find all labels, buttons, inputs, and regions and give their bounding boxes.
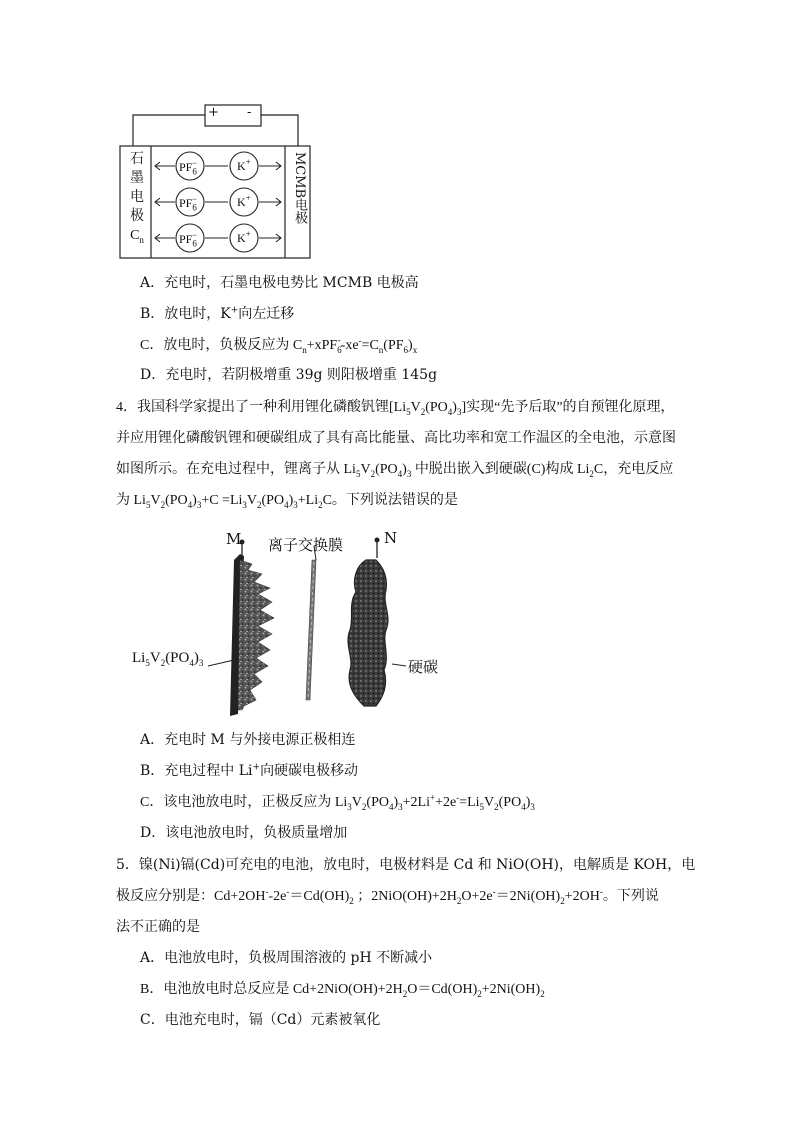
terminal-n-label: N bbox=[384, 529, 398, 547]
q4-option-d: D．该电池放电时，负极质量增加 bbox=[140, 825, 348, 841]
q4-line-2: 并应用锂化磷酸钒锂和硬碳组成了具有高比能量、高比功率和宽工作温区的全电池，示意图 bbox=[116, 430, 676, 446]
q5-line-2: 极反应分别是：$Cd+2OH^--2e^-=Cd(OH)_2$ ；$2NiO(OH)+2H_2O+2e^-=2Ni(OH)_2+2OH^-$。下列说 bbox=[116, 886, 659, 906]
cation-label: K+ bbox=[237, 157, 251, 173]
label-char: 墨 bbox=[130, 170, 144, 186]
anion-label: $PF_6^-$ bbox=[179, 194, 197, 213]
q4-line-3: 如图所示。在充电过程中，锂离子从 $Li_5V_2(PO_4)_3$ 中脱出嵌入到硬碳(C)构成 $Li_2C$，充电反应 bbox=[116, 462, 674, 479]
plus-sign: + bbox=[208, 105, 219, 120]
battery-diagram-2 bbox=[130, 530, 450, 720]
q5-line-1: 5．镍(Ni)镉(Cd)可充电的电池，放电时，电极材料是 Cd 和 NiO(OH)，电解质是 KOH，电 bbox=[116, 857, 696, 873]
battery-diagram-1 bbox=[118, 98, 314, 260]
graphite-symbol: $C_n$ bbox=[130, 228, 144, 245]
q3-option-d: D．充电时，若阴极增重 39g 则阳极增重 145g bbox=[140, 367, 438, 383]
q5-line-3: 法不正确的是 bbox=[116, 919, 200, 935]
hard-carbon-label: 硬碳 bbox=[408, 658, 439, 676]
li5v2po43-label: $Li_5V_2(PO_4)_3$ bbox=[132, 650, 204, 668]
q3-option-a: A．充电时，石墨电极电势比 MCMB 电极高 bbox=[140, 275, 419, 291]
q3-option-b: B．放电时，K+向左迁移 bbox=[140, 305, 295, 322]
q4-line-4: 为 $Li_5V_2(PO_4)_3+C =Li_3V_2(PO_4)_3+Li_2C$。下列说法错误的是 bbox=[116, 493, 458, 510]
q4-option-b: B．充电过程中 Li+向硬碳电极移动 bbox=[140, 762, 359, 779]
cation-label: K+ bbox=[237, 229, 251, 245]
graphite-electrode-label bbox=[126, 150, 148, 250]
anion-label: $PF_6^-$ bbox=[179, 158, 197, 177]
cation-label: K+ bbox=[237, 193, 251, 209]
li5v2po43-layer bbox=[238, 560, 274, 710]
anion-label: $PF_6^-$ bbox=[179, 230, 197, 249]
minus-sign: - bbox=[247, 105, 252, 120]
q5-option-a: A．电池放电时，负极周围溶液的 pH 不断减小 bbox=[140, 950, 433, 966]
q4-line-1: 4．我国科学家提出了一种利用锂化磷酸钒锂$[Li_5V_2(PO_4)_3]$实现“先予后取”的自预锂化原理， bbox=[116, 400, 675, 417]
terminal-m-label: M bbox=[226, 530, 242, 548]
q4-option-c: C．该电池放电时，正极反应为 $Li_3V_2(PO_4)_3+2Li^++2e^-=Li_5V_2(PO_4)_3$ bbox=[140, 792, 535, 812]
battery-diagram-2-svg bbox=[130, 530, 450, 720]
hard-carbon-layer bbox=[348, 560, 388, 706]
membrane-label: 离子交换膜 bbox=[268, 536, 344, 554]
label-char: 极 bbox=[130, 208, 144, 224]
q5-option-b: B．电池放电时总反应是 $Cd+2NiO(OH)+2H_2O=Cd(OH)_2+2Ni(OH)_2$ bbox=[140, 982, 545, 999]
q5-option-c: C．电池充电时，镉（Cd）元素被氧化 bbox=[140, 1012, 381, 1028]
q4-option-a: A．充电时 M 与外接电源正极相连 bbox=[140, 732, 356, 748]
mcmb-electrode-label: MCMB电极 bbox=[292, 152, 307, 225]
q3-option-c: C．放电时，负极反应为 $C_n+xPF_6^--xe^-=C_n(PF_6)_x$ bbox=[140, 335, 418, 355]
label-char: 电 bbox=[130, 189, 144, 205]
label-char: 石 bbox=[130, 151, 144, 167]
